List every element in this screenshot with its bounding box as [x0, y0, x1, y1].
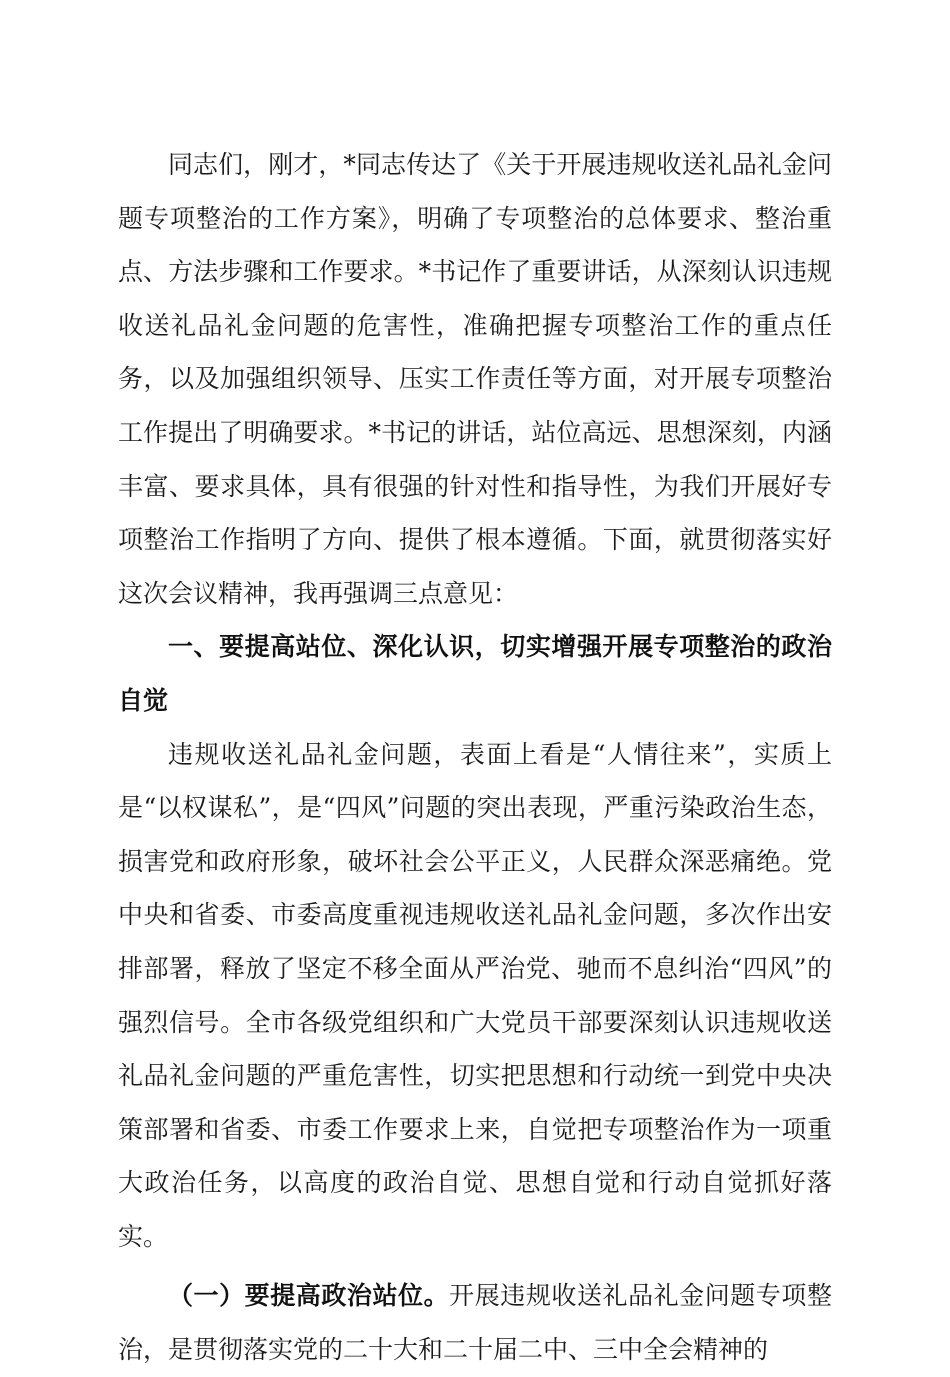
subsection-1-heading: （一）要提高政治站位。: [168, 1281, 450, 1311]
document-body: [118, 138, 832, 1377]
subsection-1-paragraph: [118, 1269, 832, 1376]
subsection-1-text: 开展违规收送礼品礼金问题专项整治，是贯彻落实党的二十大和二十届二中、三中全会精神的: [118, 1281, 832, 1365]
section-1-paragraph: 违规收送礼品礼金问题，表面上看是“人情往来”，实质上是“以权谋私”，是“四风”问题的突出表现，严重污染政治生态，损害党和政府形象，破坏社会公平正义，人民群众深恶痛绝。党中央和省委、市委高度重视违规收送礼品礼金问题，多次作出安排部署，释放了坚定不移全面从严治党、驰而不息纠治“四风”的强烈信号。全市各级党组织和广大党员干部要深刻认识违规收送礼品礼金问题的严重危害性，切实把思想和行动统一到党中央决策部署和省委、市委工作要求上来，自觉把专项整治作为一项重大政治任务，以高度的政治自觉、思想自觉和行动自觉抓好落实。: [118, 739, 832, 1251]
intro-paragraph: 同志们，刚才，*同志传达了《关于开展违规收送礼品礼金问题专项整治的工作方案》，明确了专项整治的总体要求、整治重点、方法步骤和工作要求。*书记作了重要讲话，从深刻认识违规收送礼品礼金问题的危害性，准确把握专项整治工作的重点任务，以及加强组织领导、压实工作责任等方面，对开展专项整治工作提出了明确要求。*书记的讲话，站位高远、思想深刻，内涵丰富、要求具体，具有很强的针对性和指导性，为我们开展好专项整治工作指明了方向、提供了根本遵循。下面，就贯彻落实好这次会议精神，我再强调三点意见：: [118, 150, 832, 608]
section-1-heading: 一、要提高站位、深化认识，切实增强开展专项整治的政治自觉: [118, 632, 832, 715]
